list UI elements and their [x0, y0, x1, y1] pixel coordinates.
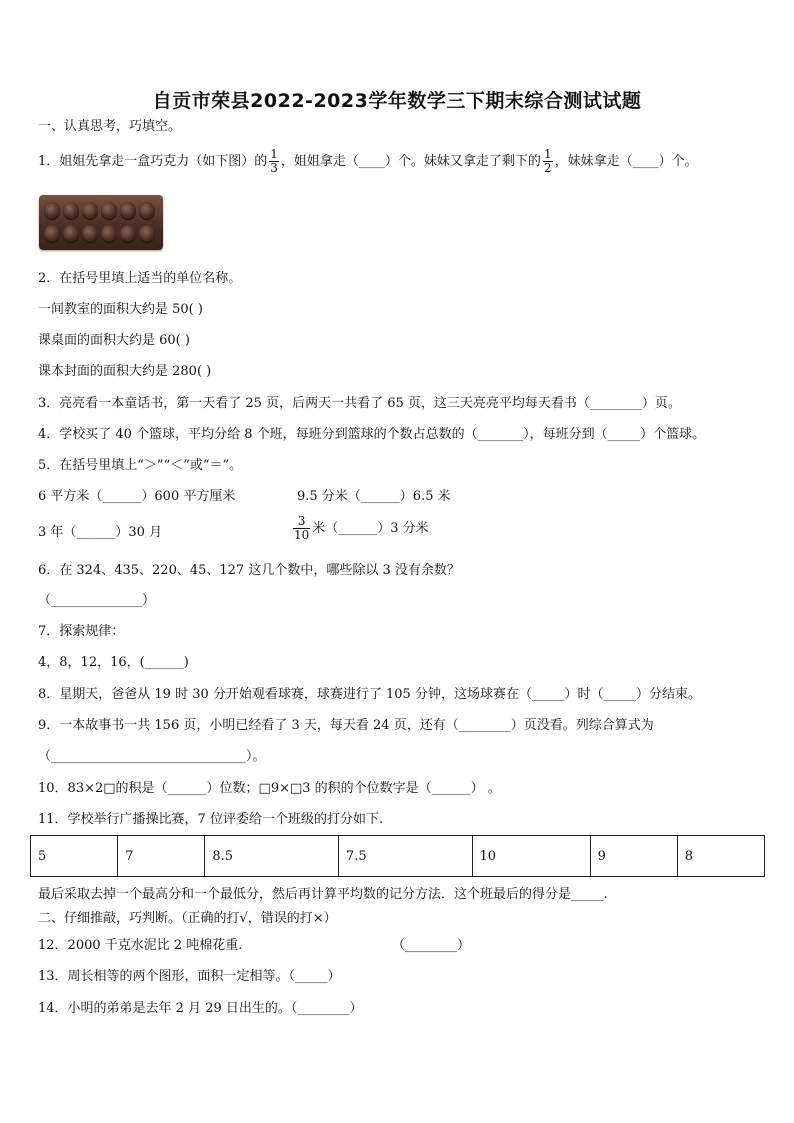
fraction-one-third: $\frac{1}{3}$: [270, 147, 278, 175]
q1-text-mid: ，姐姐拿走（____）个。妹妹又拿走了剩下的: [280, 154, 541, 169]
question-5-row1-right: 9.5 分米（______）6.5 米: [297, 489, 451, 504]
table-row: [31, 836, 765, 877]
page-title: 自贡市荣县2022-2023学年数学三下期末综合测试试题: [152, 90, 642, 112]
score-cell: 8: [677, 836, 764, 877]
question-3: 3．亮亮看一本童话书，第一天看了 25 页，后两天一共看了 65 页，这三天亮亮平均每天看书（________）页。: [38, 396, 681, 411]
section-heading-1: 一、认真思考，巧填空。: [38, 119, 182, 134]
question-10: 10．83×2□的积是（______）位数；□9×□3 的积的个位数字是（______） 。: [38, 781, 501, 796]
q1-text-post: ，妹妹拿走（____）个。: [554, 154, 698, 169]
question-13: 13．周长相等的两个图形，面积一定相等。（_____）: [38, 969, 341, 984]
score-cell: 7: [118, 836, 205, 877]
question-6-stem: 6．在 324、435、220、45、127 这几个数中，哪些除以 3 没有余数？: [38, 563, 460, 578]
question-9-line1: 9．一本故事书一共 156 页，小明已经看了 3 天，每天看 24 页，还有（________）页没看。列综合算式为: [38, 718, 654, 733]
question-2-a: 一间教室的面积大约是 50( ): [38, 302, 203, 317]
question-9-line2: （______________________________）。: [38, 749, 266, 764]
question-11-stem: 11．学校举行广播操比赛，7 位评委给一个班级的打分如下.: [38, 812, 384, 827]
question-12-text: 12．2000 千克水泥比 2 吨棉花重.: [38, 938, 243, 953]
question-4: 4．学校买了 40 个篮球，平均分给 8 个班，每班分到篮球的个数占总数的（_______），每班分到（_____）个篮球。: [38, 427, 706, 442]
fraction-one-half: $\frac{1}{2}$: [543, 147, 552, 175]
score-cell: 7.5: [338, 836, 472, 877]
question-1: [38, 148, 698, 175]
question-7-sequence: 4，8，12，16，(______): [38, 655, 189, 670]
question-11-after: 最后采取去掉一个最高分和一个最低分，然后再计算平均数的记分方法．这个班最后的得分是_____.: [38, 887, 608, 902]
question-7-stem: 7．探索规律：: [38, 624, 125, 639]
question-12-blank: （________）: [392, 938, 471, 953]
score-table: [30, 835, 765, 877]
q1-text-pre: 1．姐姐先拿走一盒巧克力（如下图）的: [38, 154, 268, 169]
question-8: 8．星期天，爸爸从 19 时 30 分开始观看球赛，球赛进行了 105 分钟，这场球赛在（_____）时（_____）分结束。: [38, 687, 701, 702]
question-5-row1-left: 6 平方米（______）600 平方厘米: [38, 489, 236, 504]
question-2-c: 课本封面的面积大约是 280( ): [38, 364, 212, 379]
fraction-three-tenths: $\frac{3}{10}$: [294, 514, 310, 542]
question-6-answer: （______________）: [38, 593, 156, 608]
question-5-stem: 5．在括号里填上“＞”“＜”或“＝”。: [38, 458, 243, 473]
question-5-row2-right: $\frac{3}{10}$ 米（______）3 分米: [294, 514, 429, 542]
score-cell: 9: [590, 836, 677, 877]
score-cell: 8.5: [205, 836, 339, 877]
score-cell: 10: [472, 836, 590, 877]
question-2-stem: 2．在括号里填上适当的单位名称。: [38, 271, 242, 286]
question-5-row2-left: 3 年（______）30 月: [38, 525, 163, 540]
score-cell: 5: [31, 836, 118, 877]
question-14: 14．小明的弟弟是去年 2 月 29 日出生的。（________）: [38, 1001, 363, 1016]
section-heading-2: 二、仔细推敲，巧判断。（正确的打√，错误的打×）: [38, 911, 337, 926]
question-2-b: 课桌面的面积大约是 60( ): [38, 333, 190, 348]
chocolate-box-image: [39, 195, 163, 250]
